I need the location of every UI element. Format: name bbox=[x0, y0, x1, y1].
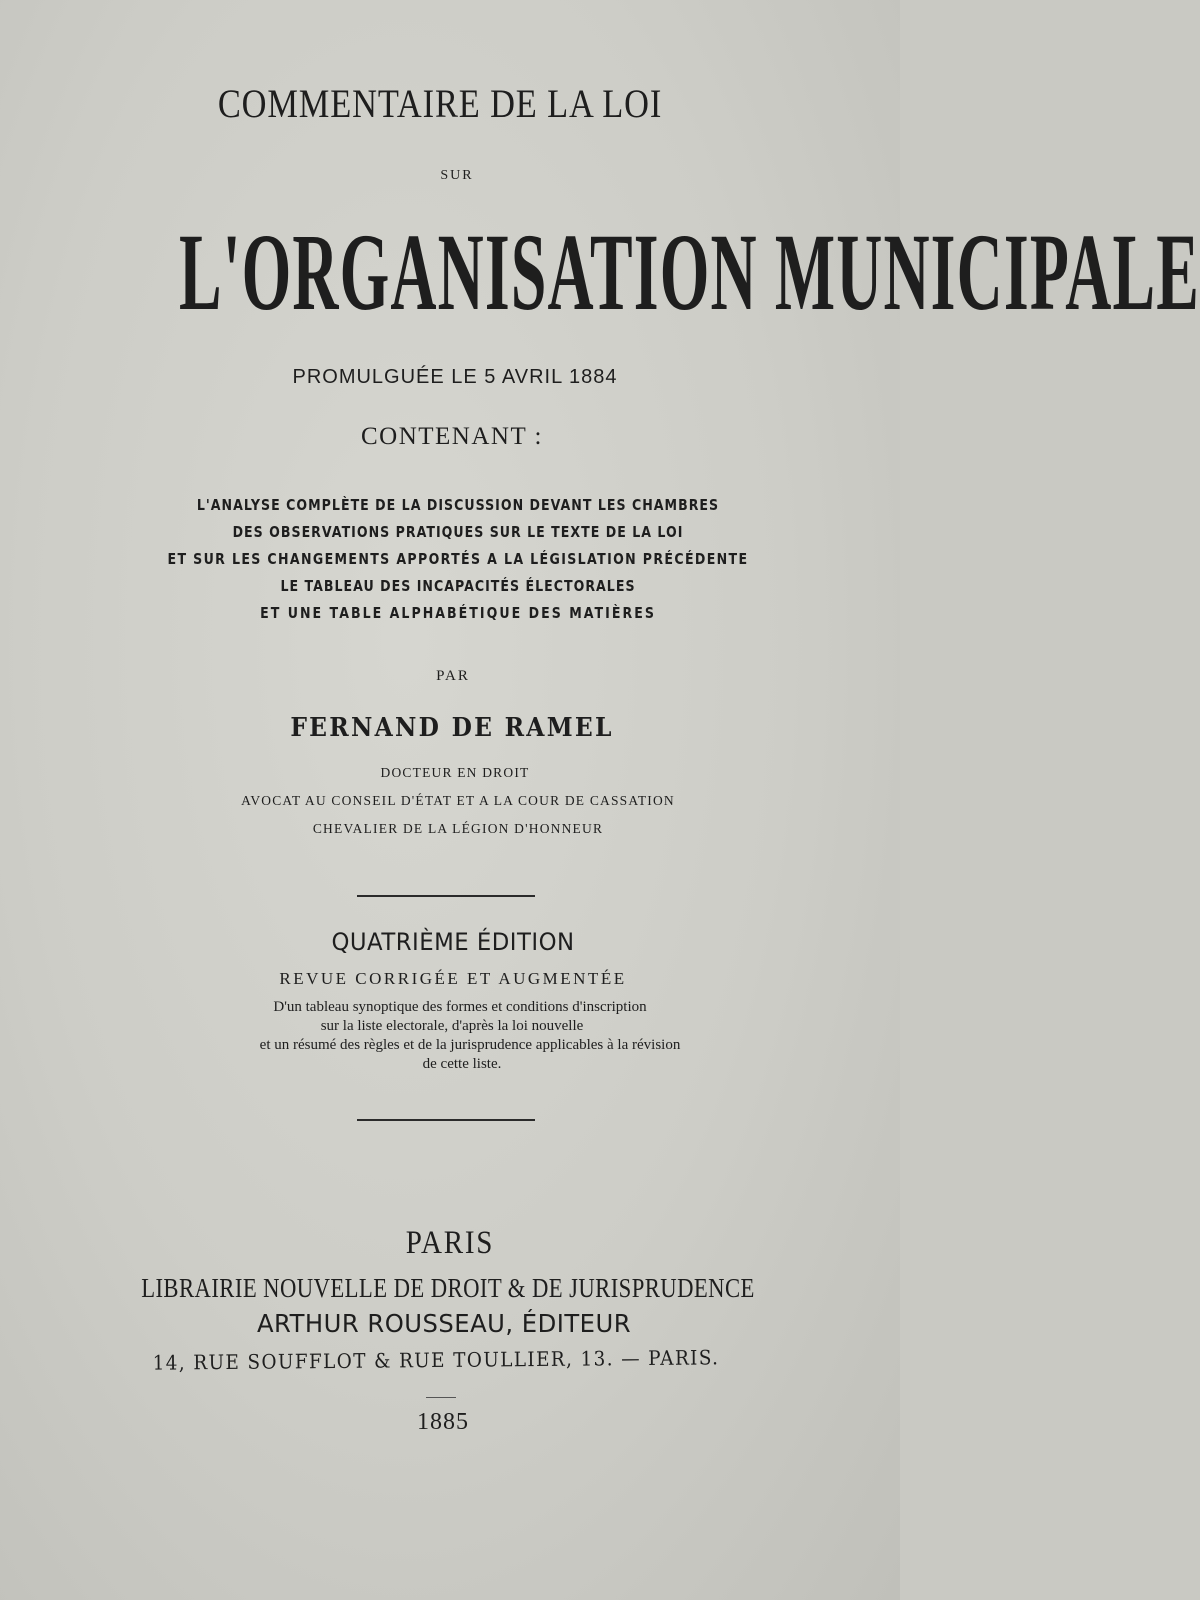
editor-name: ARTHUR ROUSSEAU, ÉDITEUR bbox=[256, 1309, 632, 1338]
contents-item: LE TABLEAU DES INCAPACITÉS ÉLECTORALES bbox=[280, 577, 636, 595]
title-line-1: COMMENTAIRE DE LA LOI bbox=[217, 81, 663, 126]
publisher-address: 14, RUE SOUFFLOT & RUE TOULLIER, 13. — PARIS. bbox=[152, 1345, 720, 1375]
author-credential: AVOCAT AU CONSEIL D'ÉTAT ET A LA COUR DE CASSATION bbox=[241, 793, 675, 808]
author-name: FERNAND DE RAMEL bbox=[290, 713, 614, 743]
author-credential: CHEVALIER DE LA LÉGION D'HONNEUR bbox=[312, 821, 604, 836]
contents-item: L'ANALYSE COMPLÈTE DE LA DISCUSSION DEVANT LES CHAMBRES bbox=[196, 496, 720, 514]
synopsis-line: sur la liste electorale, d'après la loi nouvelle bbox=[320, 1018, 584, 1034]
publisher-name: LIBRAIRIE NOUVELLE DE DROIT & DE JURISPRUDENCE bbox=[141, 1273, 755, 1303]
synopsis-line: et un résumé des règles et de la jurisprudence applicables à la révision bbox=[259, 1037, 681, 1053]
by-label: PAR bbox=[436, 668, 470, 684]
publication-year: 1885 bbox=[417, 1409, 469, 1435]
synopsis-line: D'un tableau synoptique des formes et conditions d'inscription bbox=[273, 999, 647, 1015]
edition-note: REVUE CORRIGÉE ET AUGMENTÉE bbox=[279, 969, 627, 988]
contents-heading: CONTENANT : bbox=[360, 423, 543, 450]
publication-city: PARIS bbox=[405, 1225, 495, 1261]
contents-item: ET SUR LES CHANGEMENTS APPORTÉS A LA LÉGISLATION PRÉCÉDENTE bbox=[167, 550, 749, 568]
title-connector: SUR bbox=[440, 168, 474, 183]
small-divider bbox=[426, 1397, 456, 1398]
synopsis-line: de cette liste. bbox=[422, 1056, 502, 1072]
edition-title: QUATRIÈME ÉDITION bbox=[331, 928, 575, 956]
main-title: L'ORGANISATION MUNICIPALE bbox=[179, 211, 1200, 333]
divider bbox=[357, 1119, 535, 1121]
divider bbox=[357, 895, 535, 897]
promulgation-date: PROMULGUÉE LE 5 AVRIL 1884 bbox=[292, 366, 618, 388]
contents-item: ET UNE TABLE ALPHABÉTIQUE DES MATIÈRES bbox=[260, 604, 656, 622]
author-credential: DOCTEUR EN DROIT bbox=[380, 765, 530, 780]
contents-item: DES OBSERVATIONS PRATIQUES SUR LE TEXTE DE LA LOI bbox=[232, 523, 684, 541]
